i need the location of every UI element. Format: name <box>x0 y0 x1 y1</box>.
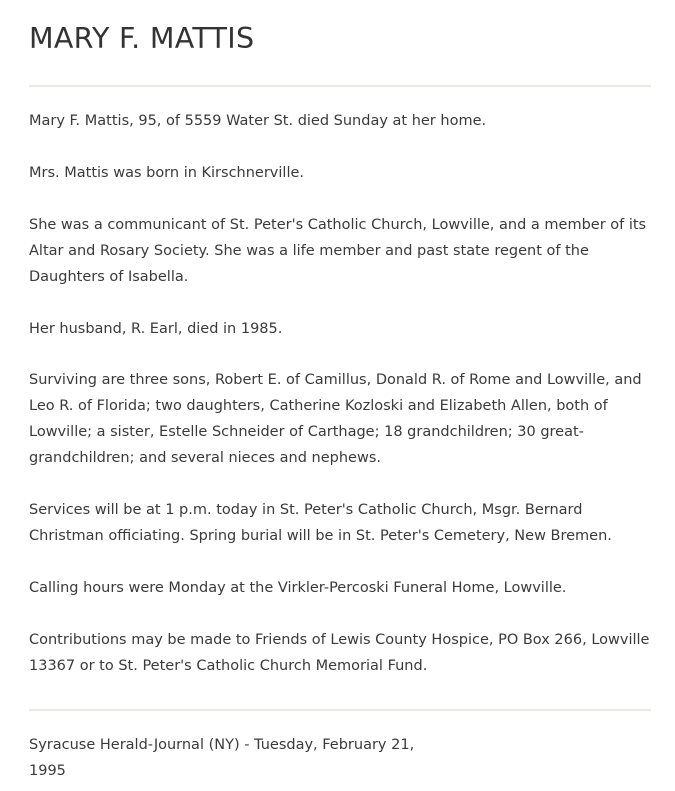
paragraph: Her husband, R. Earl, died in 1985. <box>29 320 283 337</box>
paragraph: Services will be at 1 p.m. today in St. Peter's Catholic Church, Msgr. Bernard Christman officiating. Spring burial will be in St. Peter's Cemetery, New Bremen. <box>29 502 612 544</box>
obituary-page <box>29 0 651 784</box>
paragraph: Calling hours were Monday at the Virkler-Percoski Funeral Home, Lowville. <box>29 579 567 596</box>
paragraph: Contributions may be made to Friends of Lewis County Hospice, PO Box 266, Lowville 13367 or to St. Peter's Catholic Church Memorial Fund. <box>29 631 650 674</box>
paragraph: Mrs. Mattis was born in Kirschnerville. <box>29 164 305 181</box>
paragraph: Surviving are three sons, Robert E. of Camillus, Donald R. of Rome and Lowville, and Leo R. of Florida; two daughters, Catherine Kozloski and Elizabeth Allen, both of Lowville; a sister, Estelle Schneider of Carthage; 18 grandchildren; 30 great-grandchildren; and several nieces and nephews. <box>29 372 642 467</box>
page-title: MARY F. MATTIS <box>29 22 255 55</box>
paragraph: She was a communicant of St. Peter's Catholic Church, Lowville, and a member of its Altar and Rosary Society. She was a life member and past state regent of the Daughters of Isabella. <box>29 216 647 285</box>
paragraph: Mary F. Mattis, 95, of 5559 Water St. died Sunday at her home. <box>29 113 487 129</box>
source-citation: Syracuse Herald-Journal (NY) - Tuesday, February 21, 1995 <box>29 736 415 779</box>
obituary-body <box>29 87 651 680</box>
